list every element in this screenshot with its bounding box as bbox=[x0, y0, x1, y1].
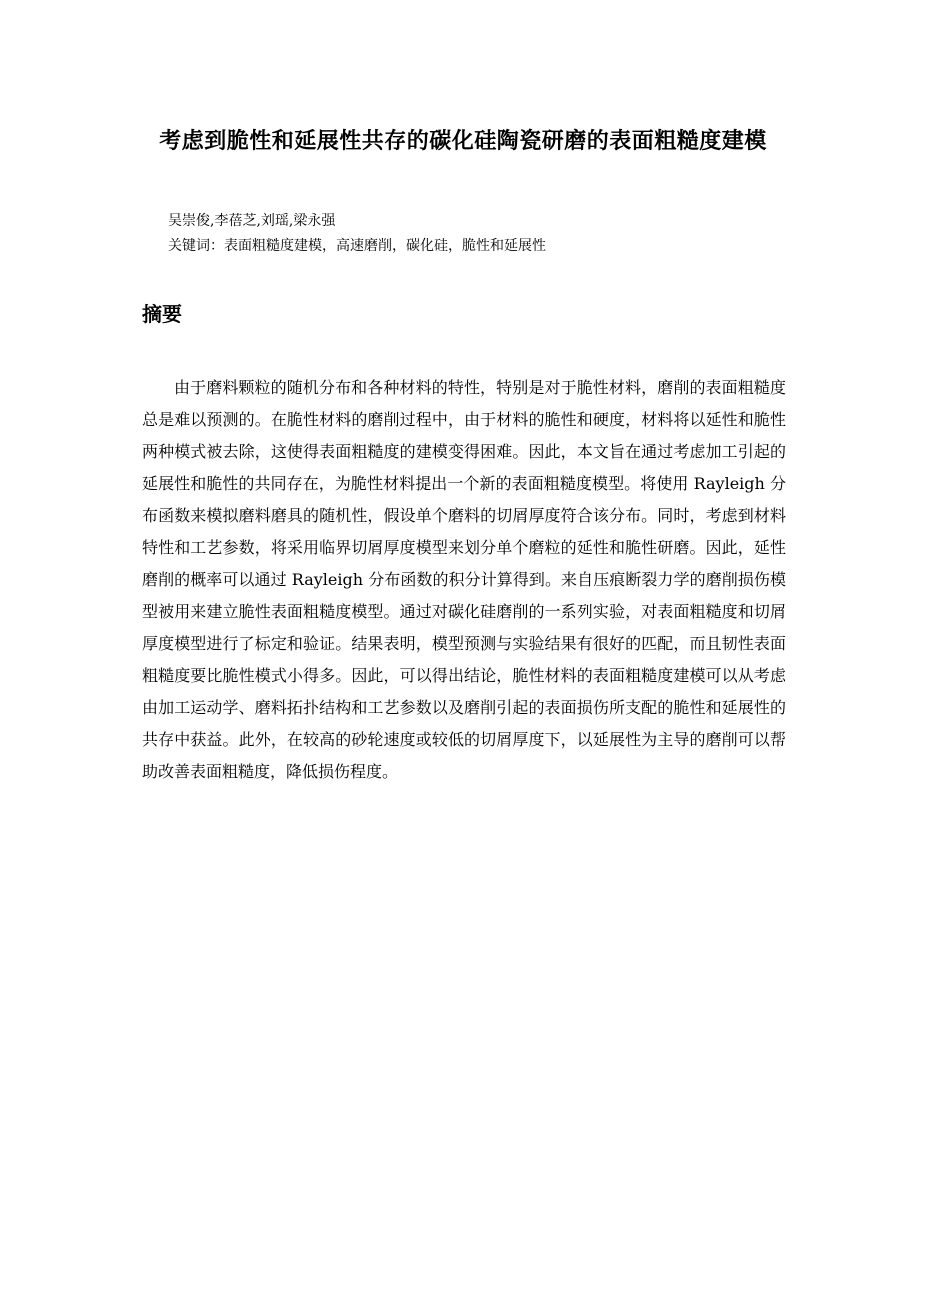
keywords-label: 关键词： bbox=[168, 238, 224, 254]
author-list: 吴崇俊,李蓓芝,刘瑶,梁永强 bbox=[168, 213, 336, 229]
abstract-paragraph: 由于磨料颗粒的随机分布和各种材料的特性，特别是对于脆性材料，磨削的表面粗糙度总是难以预测的。在脆性材料的磨削过程中，由于材料的脆性和硬度，材料将以延性和脆性两种模式被去除，这使得表面粗糙度的建模变得困难。因此，本文旨在通过考虑加工引起的延展性和脆性的共同存在，为脆性材料提出一个新的表面粗糙度模型。将使用 Rayleigh 分布函数来模拟磨料磨具的随机性，假设单个磨料的切屑厚度符合该分布。同时，考虑到材料特性和工艺参数，将采用临界切屑厚度模型来划分单个磨粒的延性和脆性研磨。因此，延性磨削的概率可以通过 Rayleigh 分布函数的积分计算得到。来自压痕断裂力学的磨削损伤模型被用来建立脆性表面粗糙度模型。通过对碳化硅磨削的一系列实验，对表面粗糙度和切屑厚度模型进行了标定和验证。结果表明，模型预测与实验结果有很好的匹配，而且韧性表面粗糙度要比脆性模式小得多。因此，可以得出结论，脆性材料的表面粗糙度建模可以从考虑由加工运动学、磨料拓扑结构和工艺参数以及磨削引起的表面损伤所支配的脆性和延展性的共存中获益。此外，在较高的砂轮速度或较低的切屑厚度下，以延展性为主导的磨削可以帮助改善表面粗糙度，降低损伤程度。 bbox=[142, 378, 786, 781]
abstract-heading: 摘要 bbox=[142, 302, 182, 326]
keywords-text: 表面粗糙度建模，高速磨削，碳化硅，脆性和延展性 bbox=[224, 238, 546, 254]
keywords-line bbox=[168, 236, 546, 256]
paper-title: 考虑到脆性和延展性共存的碳化硅陶瓷研磨的表面粗糙度建模 bbox=[159, 128, 767, 154]
